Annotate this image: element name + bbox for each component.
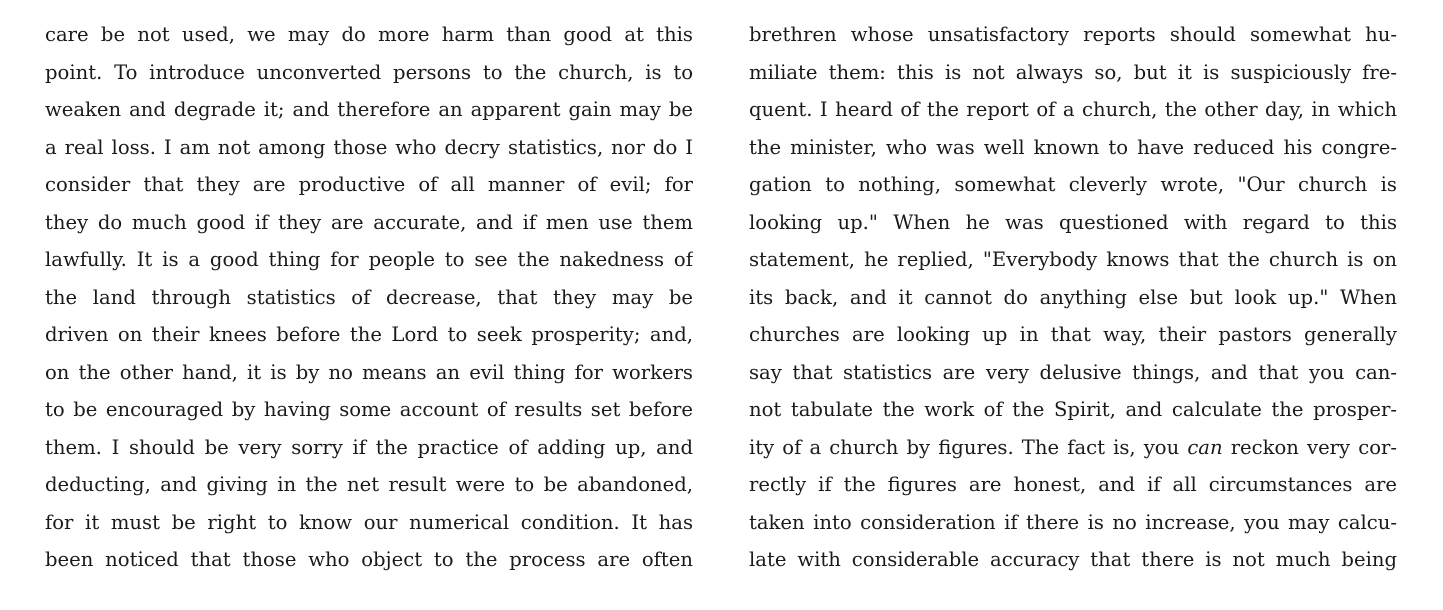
text-run: ity of a church by figures. The fact is, you <box>749 435 1188 459</box>
emphasized-word: can <box>1187 435 1223 459</box>
text-line: gation to nothing, somewhat cleverly wrote, "Our church is <box>749 173 1397 196</box>
text-line: lawfully. It is a good thing for people to see the nakedness of <box>45 248 693 271</box>
text-line: the minister, who was well known to have reduced his congre- <box>749 135 1397 159</box>
text-line: to be encouraged by having some account of results set before <box>45 398 693 421</box>
text-line: for it must be right to know our numerical condition. It has <box>45 510 693 534</box>
text-line: statement, he replied, "Everybody knows that the church is on <box>749 248 1397 271</box>
text-line <box>749 429 1397 467</box>
text-line: deducting, and giving in the net result were to be abandoned, <box>45 473 693 496</box>
text-line: point. To introduce unconverted persons to the church, is to <box>45 60 693 84</box>
text-line: care be not used, we may do more harm than good at this <box>45 23 693 46</box>
text-line: them. I should be very sorry if the practice of adding up, and <box>45 435 693 459</box>
text-line: weaken and degrade it; and therefore an apparent gain may be <box>45 98 693 121</box>
text-line: rectly if the figures are honest, and if all circumstances are <box>749 473 1397 496</box>
text-line: a real loss. I am not among those who decry statistics, nor do I <box>45 135 693 159</box>
text-line: driven on their knees before the Lord to seek prosperity; and, <box>45 323 693 346</box>
text-run: reckon very cor- <box>1222 435 1397 459</box>
text-line: quent. I heard of the report of a church, the other day, in which <box>749 98 1397 121</box>
text-line: late with considerable accuracy that there is not much being <box>749 548 1397 571</box>
text-line: its back, and it cannot do anything else but look up." When <box>749 285 1397 309</box>
text-line: been noticed that those who object to the process are often <box>45 548 693 571</box>
text-line: say that statistics are very delusive things, and that you can- <box>749 360 1397 384</box>
text-line: on the other hand, it is by no means an evil thing for workers <box>45 360 693 384</box>
left-text-column <box>45 16 693 579</box>
text-line: consider that they are productive of all manner of evil; for <box>45 173 693 196</box>
text-line: they do much good if they are accurate, and if men use them <box>45 210 693 234</box>
right-text-column <box>749 16 1397 579</box>
text-line: looking up." When he was questioned with regard to this <box>749 210 1397 234</box>
text-line: taken into consideration if there is no increase, you may calcu- <box>749 510 1397 534</box>
text-line: miliate them: this is not always so, but it is suspiciously fre- <box>749 60 1397 84</box>
text-line: brethren whose unsatisfactory reports should somewhat hu- <box>749 23 1397 46</box>
text-line: not tabulate the work of the Spirit, and calculate the prosper- <box>749 398 1397 421</box>
text-line: churches are looking up in that way, their pastors generally <box>749 323 1397 346</box>
text-line: the land through statistics of decrease, that they may be <box>45 285 693 309</box>
